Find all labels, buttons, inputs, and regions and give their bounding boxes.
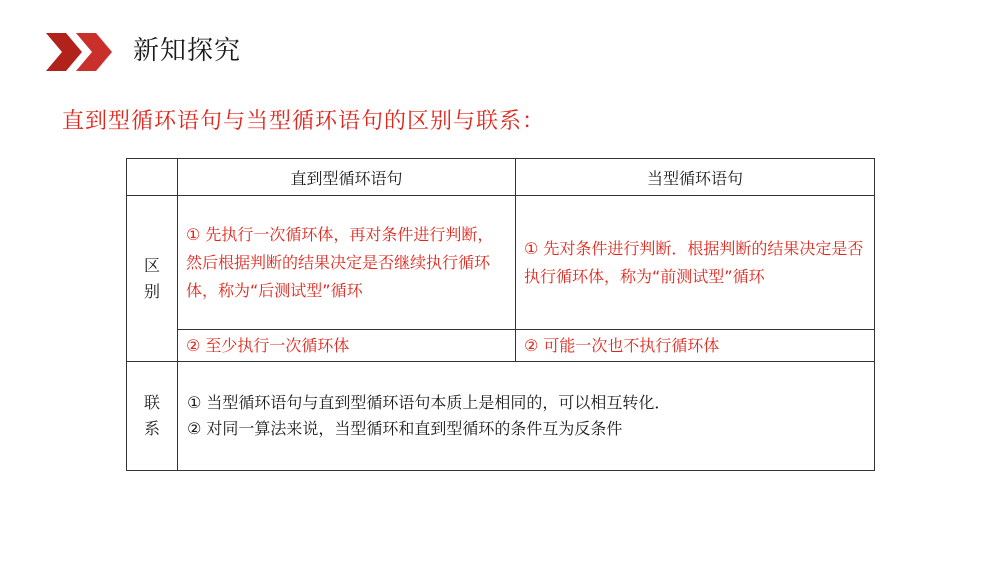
difference-while-cell: ② 可能一次也不执行循环体 <box>516 330 875 362</box>
table-row <box>127 330 875 362</box>
connection-line: ② 对同一算法来说，当型循环和直到型循环的条件互为反条件 <box>187 419 623 438</box>
comparison-table <box>126 158 875 471</box>
difference-until-cell: ① 先执行一次循环体，再对条件进行判断，然后根据判断的结果决定是否继续执行循环体，称为“后测试型”循环 <box>178 196 516 330</box>
section-title: 新知探究 <box>133 36 242 66</box>
table-row <box>127 362 875 471</box>
connection-row-label <box>127 362 178 471</box>
connection-line: ① 当型循环语句与直到型循环语句本质上是相同的，可以相互转化． <box>187 393 671 412</box>
difference-while-cell: ① 先对条件进行判断．根据判断的结果决定是否执行循环体，称为“前测试型”循环 <box>516 196 875 330</box>
difference-label-char: 区 <box>143 255 160 275</box>
column-header-while-loop: 当型循环语句 <box>516 159 875 196</box>
corner-cell <box>127 159 178 196</box>
slide-subtitle: 直到型循环语句与当型循环语句的区别与联系： <box>62 109 546 134</box>
difference-row-label <box>127 196 178 362</box>
table-header-row <box>127 159 875 196</box>
connection-cell <box>178 362 875 471</box>
connection-label-char: 联 <box>143 393 160 412</box>
difference-until-cell: ② 至少执行一次循环体 <box>178 330 516 362</box>
double-chevron-icon <box>46 33 116 71</box>
table-row <box>127 196 875 330</box>
column-header-until-loop: 直到型循环语句 <box>178 159 516 196</box>
connection-label-char: 系 <box>143 419 160 438</box>
difference-label-char: 别 <box>143 281 160 301</box>
